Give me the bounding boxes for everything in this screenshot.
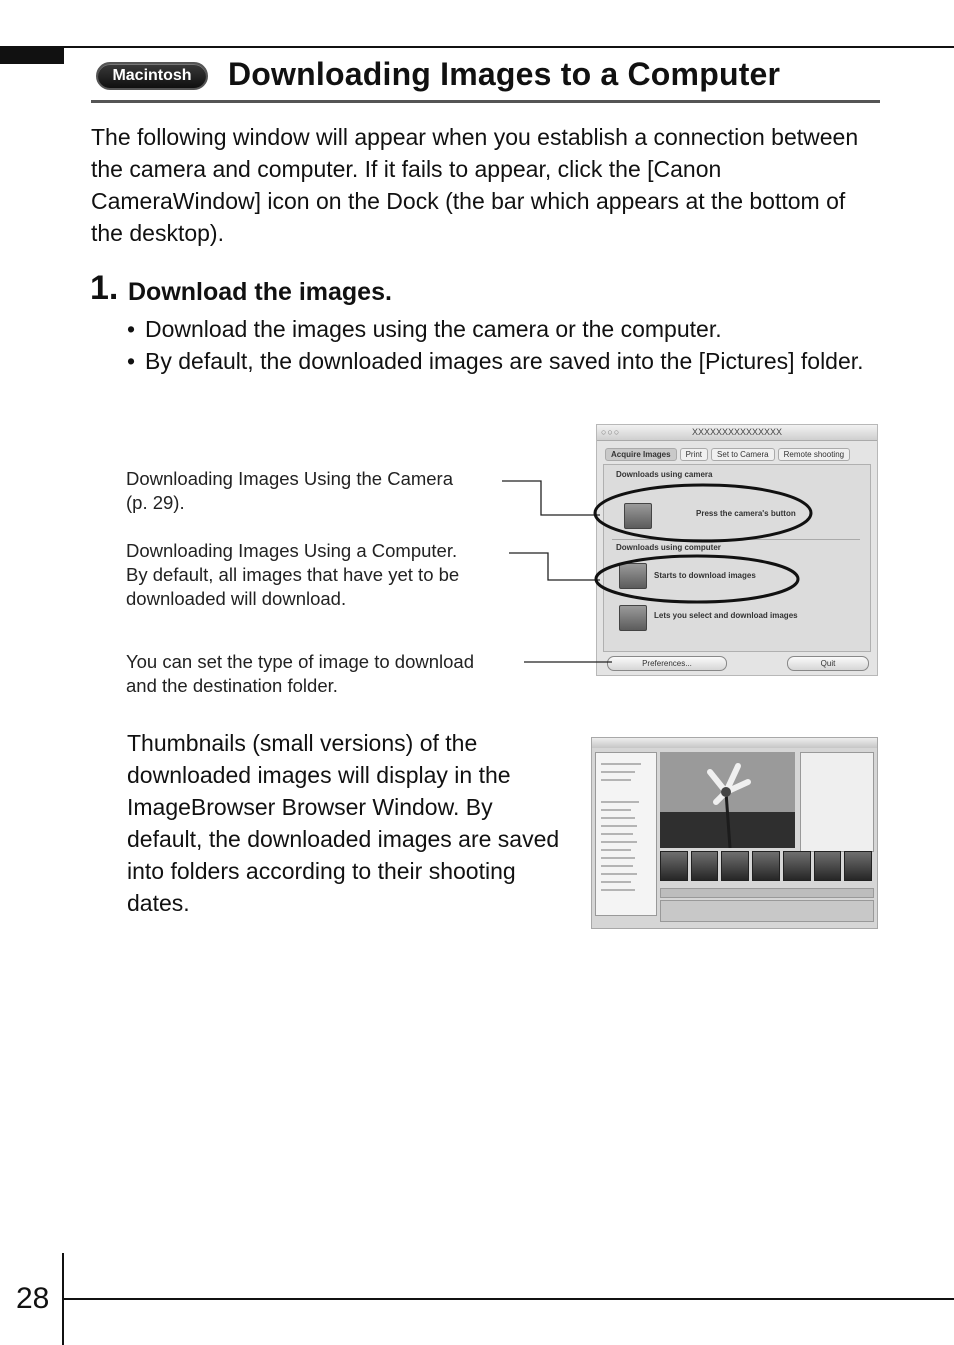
bullet-dot-icon: •: [127, 316, 136, 342]
flower-photo-icon: [660, 752, 795, 848]
window-tabs: [605, 448, 871, 461]
tree-row: [601, 809, 631, 811]
window-controls-icon: ○○○: [601, 427, 621, 437]
bullet-item: [127, 345, 887, 377]
intro-paragraph: The following window will appear when you establish a connection between the camera and computer. If it fails to appear, click the [Canon CameraWindow] icon on the Dock (the bar which appears at the bottom of the desktop).: [91, 124, 859, 246]
page-number: 28: [16, 1282, 50, 1315]
acquire-panel: [603, 464, 871, 652]
quit-button: Quit: [787, 656, 869, 671]
top-rule: [0, 46, 954, 48]
thumbnail: [721, 851, 749, 881]
page-title: Downloading Images to a Computer: [228, 56, 781, 92]
tree-row: [601, 779, 631, 781]
tree-row: [601, 817, 635, 819]
tree-row: [601, 889, 635, 891]
bullet-item: [127, 313, 887, 345]
select-download-label: Lets you select and download images: [654, 611, 798, 620]
tree-row: [601, 841, 637, 843]
thumbnail: [783, 851, 811, 881]
callout-camera-line: Downloading Images Using the Camera: [126, 468, 454, 489]
preview-image: [660, 752, 795, 848]
bullet-dot-icon: •: [127, 348, 136, 374]
tree-row: [601, 881, 631, 883]
tab-set-to-camera: Set to Camera: [711, 448, 775, 461]
tree-row: [601, 849, 631, 851]
camera-icon: [624, 503, 652, 529]
callout-camera-line: (p. 29).: [126, 492, 185, 513]
select-download-icon: [619, 605, 647, 631]
camera-leader-line: [502, 481, 600, 515]
zoom-slider-bar: [660, 888, 874, 898]
info-panel: [800, 752, 874, 852]
camerawindow-screenshot: [596, 424, 878, 676]
tree-row: [601, 825, 637, 827]
thumbnail-strip: [660, 851, 872, 881]
step-title: Download the images.: [128, 278, 392, 306]
window-titlebar: [597, 425, 877, 441]
top-tab-marker: [0, 46, 64, 64]
thumbnail: [814, 851, 842, 881]
callout-computer-line: downloaded will download.: [126, 588, 347, 609]
callout-preferences-line: You can set the type of image to download: [126, 651, 474, 672]
tab-acquire-images: Acquire Images: [605, 448, 677, 461]
tree-row: [601, 857, 635, 859]
camera-action-label: Press the camera's button: [696, 509, 796, 518]
bullet-text: By default, the downloaded images are saved into the [Pictures] folder.: [145, 348, 864, 374]
section-camera-heading: Downloads using camera: [616, 470, 713, 479]
macintosh-badge: Macintosh: [96, 62, 208, 90]
computer-leader-line: [509, 553, 600, 580]
section-divider: [612, 539, 860, 540]
callout-computer: [126, 539, 459, 611]
section-computer-heading: Downloads using computer: [616, 543, 721, 552]
bullet-text: Download the images using the camera or the computer.: [145, 316, 722, 342]
title-underline: [91, 100, 880, 103]
tree-row: [601, 833, 633, 835]
folder-tree: [595, 752, 657, 916]
callout-camera: [126, 467, 453, 515]
preferences-button: Preferences...: [607, 656, 727, 671]
window-title: XXXXXXXXXXXXXXX: [692, 427, 783, 437]
start-download-label: Starts to download images: [654, 571, 756, 580]
step-number: 1.: [90, 269, 119, 307]
tree-row: [601, 763, 641, 765]
callout-preferences: [126, 650, 474, 698]
thumbnail: [844, 851, 872, 881]
callout-preferences-line: and the destination folder.: [126, 675, 338, 696]
download-all-icon: [619, 563, 647, 589]
tab-remote-shooting: Remote shooting: [778, 448, 850, 461]
tree-row: [601, 873, 637, 875]
callout-computer-line: Downloading Images Using a Computer.: [126, 540, 458, 561]
callout-computer-line: By default, all images that have yet to be: [126, 564, 460, 585]
tree-row: [601, 865, 633, 867]
thumbnail: [691, 851, 719, 881]
tab-print: Print: [680, 448, 708, 461]
thumbnail: [752, 851, 780, 881]
tree-row: [601, 801, 639, 803]
footer-horizontal-rule: [64, 1298, 954, 1300]
browser-toolbar: [660, 900, 874, 922]
browser-titlebar: [592, 738, 877, 748]
thumbnail: [660, 851, 688, 881]
imagebrowser-screenshot: [591, 737, 878, 929]
tree-row: [601, 771, 635, 773]
thumbnails-paragraph: Thumbnails (small versions) of the downloaded images will display in the ImageBrowser Browser Window. By default, the downloaded images are saved into folders according to their shooting dates.: [127, 730, 560, 916]
